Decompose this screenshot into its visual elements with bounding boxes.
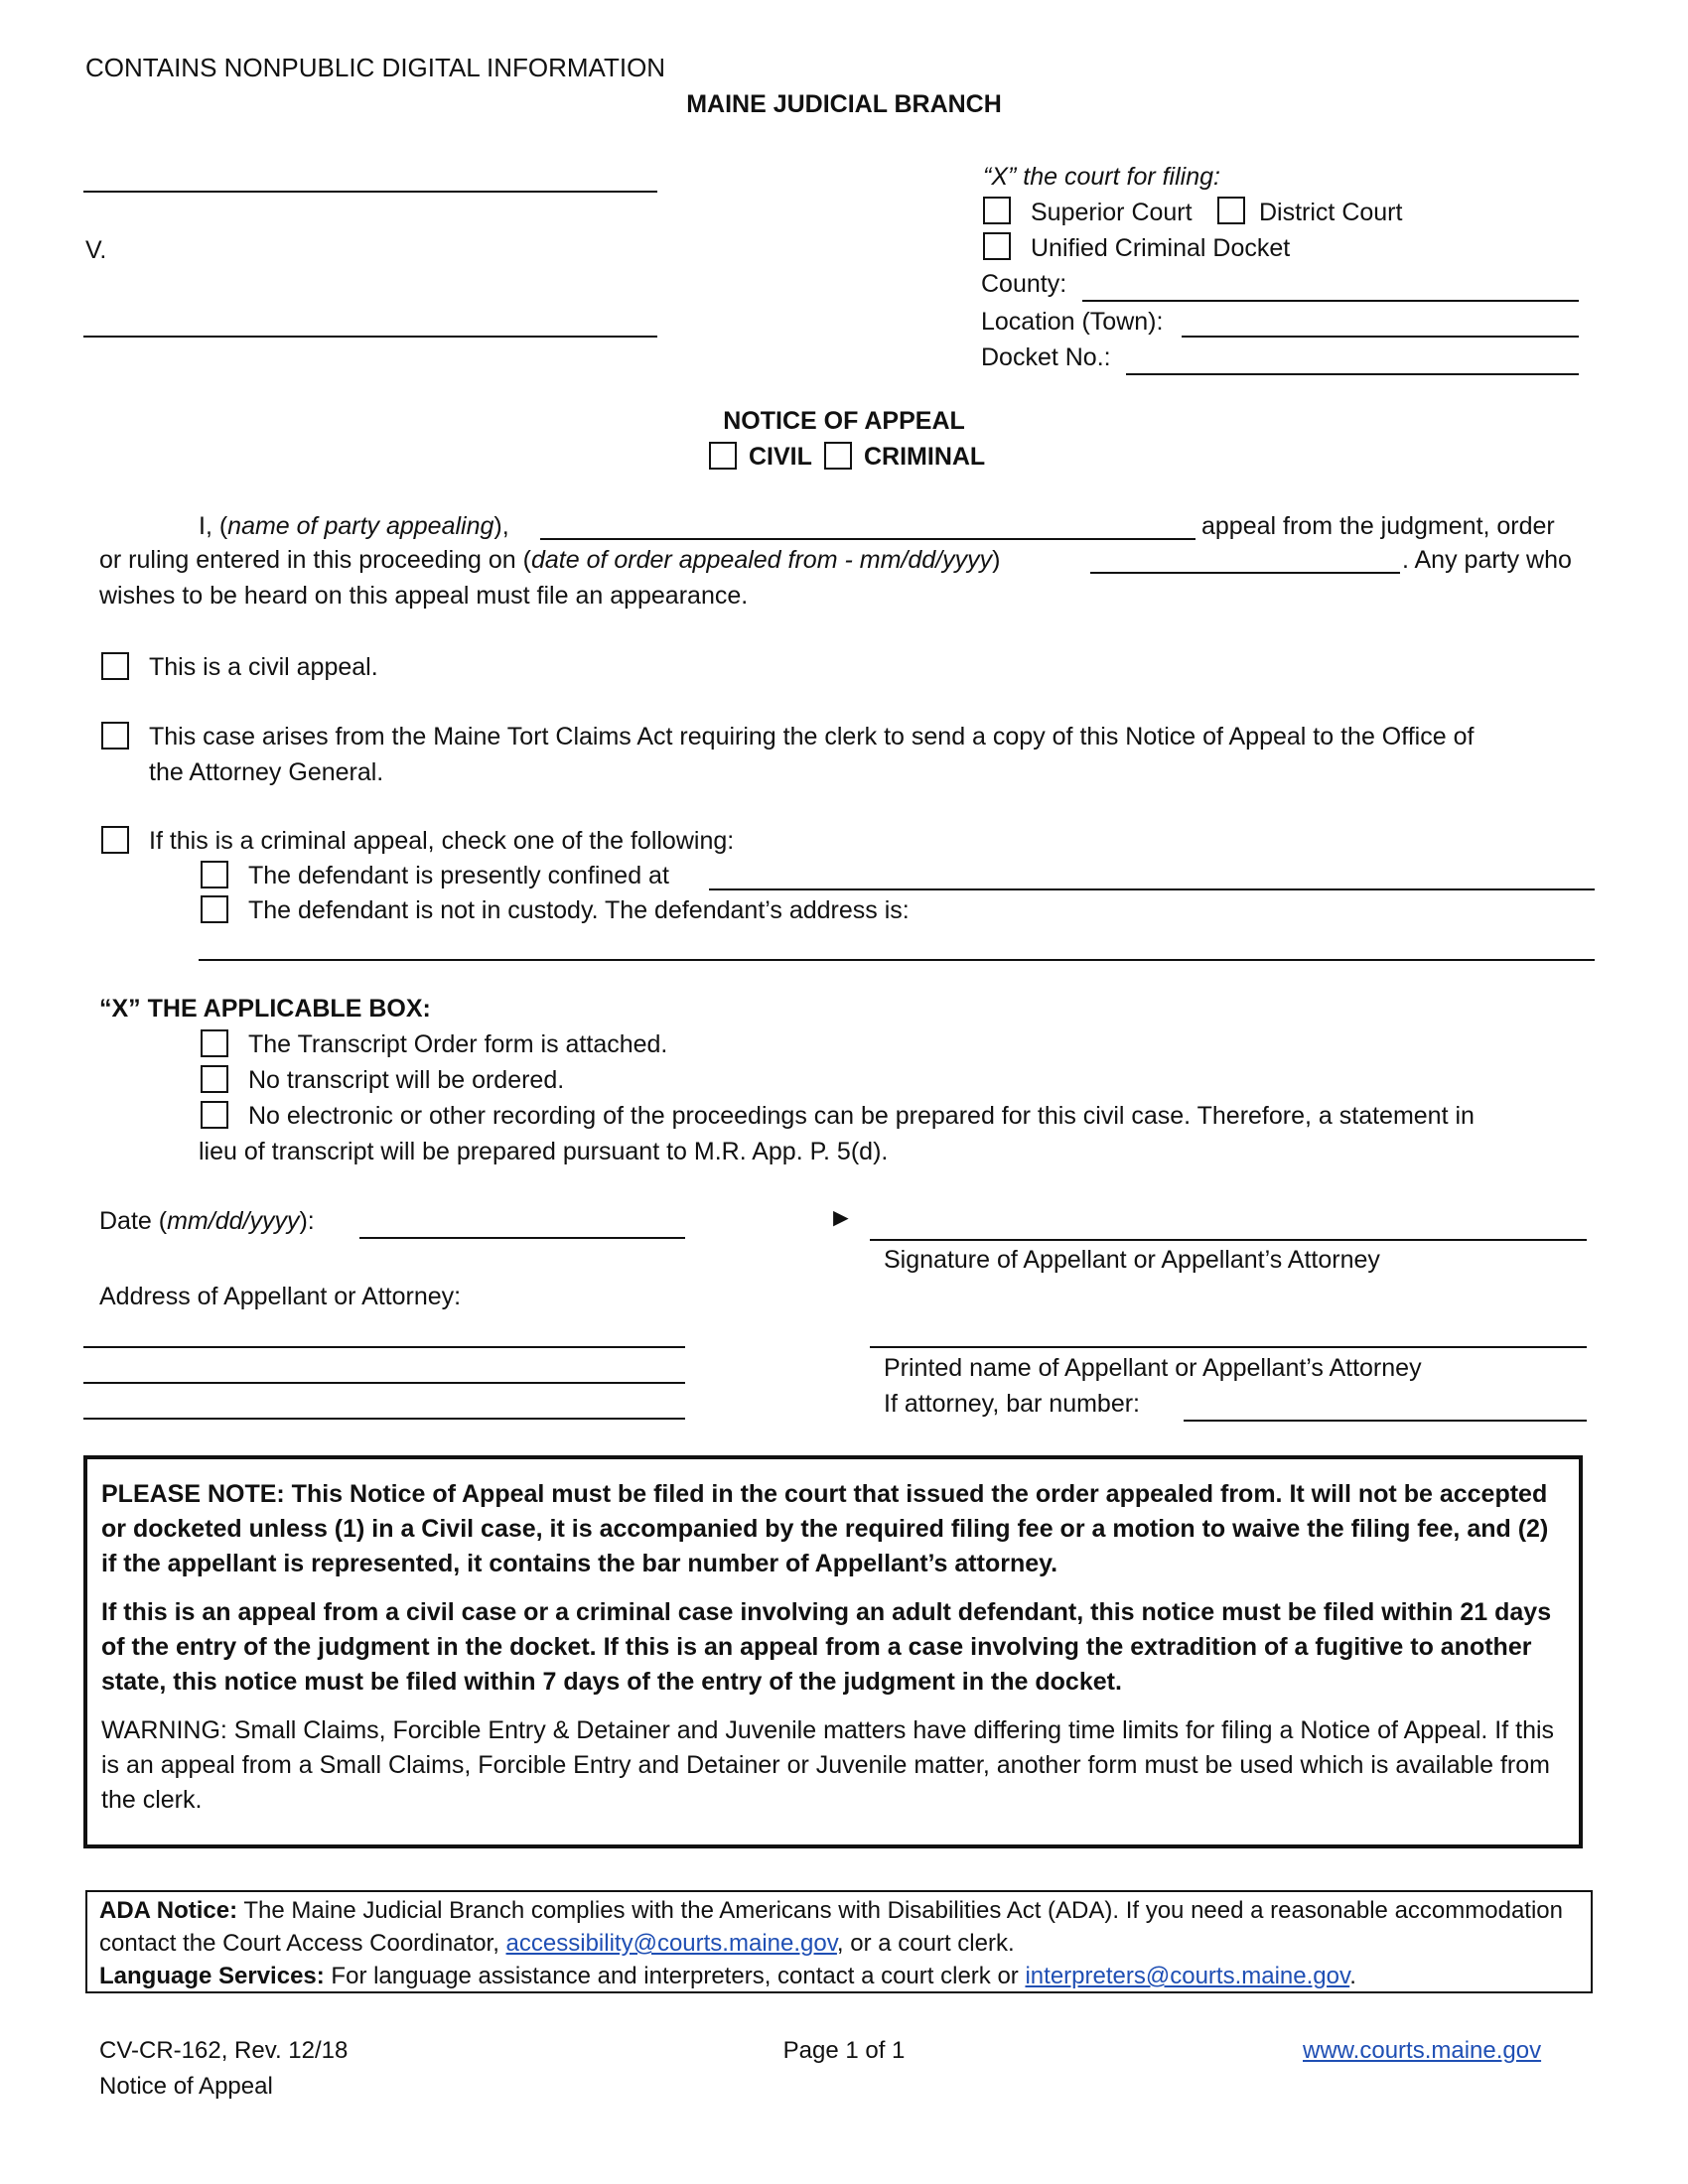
signature-field[interactable] xyxy=(870,1239,1587,1241)
date-label: Date (mm/dd/yyyy): xyxy=(99,1207,315,1235)
address-field-1[interactable] xyxy=(83,1346,685,1348)
language-services: Language Services: For language assistance and interpreters, contact a court clerk or interpreters@courts.maine.gov. xyxy=(99,1963,1356,1989)
unified-docket-label: Unified Criminal Docket xyxy=(1031,234,1291,262)
superior-court-label: Superior Court xyxy=(1031,199,1193,226)
superior-court-checkbox[interactable] xyxy=(983,197,1011,224)
transcript-attached-checkbox[interactable] xyxy=(201,1029,228,1057)
civil-appeal-label: This is a civil appeal. xyxy=(149,653,378,681)
docket-label: Docket No.: xyxy=(981,343,1111,371)
ada-notice-box xyxy=(85,1890,1593,1993)
not-custody-label: The defendant is not in custody. The defendant’s address is: xyxy=(248,896,910,924)
statement-line-2: or ruling entered in this proceeding on (date of order appealed from - mm/dd/yyyy) xyxy=(99,546,1001,574)
signature-label: Signature of Appellant or Appellant’s Attorney xyxy=(884,1246,1380,1274)
statement-line-1: I, (name of party appealing), xyxy=(199,512,509,540)
nonpublic-banner: CONTAINS NONPUBLIC DIGITAL INFORMATION xyxy=(85,53,666,82)
appellant-name-field[interactable] xyxy=(540,538,1196,540)
plaintiff-line[interactable] xyxy=(83,191,657,193)
location-field[interactable] xyxy=(1182,336,1579,338)
no-recording-checkbox[interactable] xyxy=(201,1101,228,1129)
district-court-label: District Court xyxy=(1259,199,1403,226)
transcript-attached-label: The Transcript Order form is attached. xyxy=(248,1030,668,1058)
civil-label: CIVIL xyxy=(749,443,812,471)
website-link[interactable]: www.courts.maine.gov xyxy=(1303,2037,1542,2064)
court-branch-title: MAINE JUDICIAL BRANCH xyxy=(686,90,1002,118)
deadline-paragraph: If this is an appeal from a civil case or a criminal case involving an adult defendant, this notice must be filed within 21 days of the entry of the judgment in the docket. If this is an appeal from a case involving the extradition of a fugitive to another state, this notice must be filed within 7 days of the entry of the judgment in the docket. xyxy=(101,1598,1552,1696)
location-label: Location (Town): xyxy=(981,308,1164,336)
not-custody-checkbox[interactable] xyxy=(201,895,228,923)
civil-appeal-checkbox[interactable] xyxy=(101,652,129,680)
accessibility-email-link[interactable]: accessibility@courts.maine.gov xyxy=(505,1930,837,1957)
tort-claims-label: This case arises from the Maine Tort Claims Act requiring the clerk to send a copy of this Notice of Appeal to the Office of xyxy=(149,723,1475,751)
civil-checkbox[interactable] xyxy=(709,442,737,470)
criminal-label: CRIMINAL xyxy=(864,443,986,471)
address-label: Address of Appellant or Attorney: xyxy=(99,1283,462,1310)
criminal-appeal-checkbox[interactable] xyxy=(101,826,129,854)
notice-of-appeal-title: NOTICE OF APPEAL xyxy=(723,407,965,435)
warning-paragraph: WARNING: Small Claims, Forcible Entry & Detainer and Juvenile matters have differing time limits for filing a Notice of Appeal. If this is an appeal from a Small Claims, Forcible Entry and Detainer or Juvenile matter, another form must be used which is available from the clerk. xyxy=(101,1716,1555,1814)
defendant-line[interactable] xyxy=(83,336,657,338)
bar-number-label: If attorney, bar number: xyxy=(884,1390,1140,1418)
any-party-text: . Any party who xyxy=(1402,546,1572,574)
criminal-appeal-label: If this is a criminal appeal, check one of the following: xyxy=(149,827,735,855)
district-court-checkbox[interactable] xyxy=(1217,197,1245,224)
bar-number-field[interactable] xyxy=(1184,1420,1587,1422)
order-date-field[interactable] xyxy=(1090,572,1400,574)
printed-name-field[interactable] xyxy=(870,1346,1587,1348)
applicable-box-heading: “X” THE APPLICABLE BOX: xyxy=(99,995,431,1023)
no-transcript-label: No transcript will be ordered. xyxy=(248,1066,565,1094)
address-field-2[interactable] xyxy=(83,1382,685,1384)
unified-docket-checkbox[interactable] xyxy=(983,232,1011,260)
appeal-from-text: appeal from the judgment, order xyxy=(1201,512,1555,540)
form-name: Notice of Appeal xyxy=(99,2073,273,2100)
tort-claims-checkbox[interactable] xyxy=(101,722,129,750)
criminal-checkbox[interactable] xyxy=(824,442,852,470)
address-field-3[interactable] xyxy=(83,1418,685,1420)
confined-checkbox[interactable] xyxy=(201,861,228,888)
please-note-paragraph: PLEASE NOTE: This Notice of Appeal must be filed in the court that issued the order appealed from. It will not be accepted or docketed unless (1) in a Civil case, it is accompanied by the required filing fee or a motion to waive the filing fee, and (2) if the appellant is represented, it contains the bar number of Appellant’s attorney. xyxy=(101,1480,1549,1577)
please-note-box xyxy=(83,1455,1583,1848)
defendant-address-field[interactable] xyxy=(199,959,1595,961)
no-recording-label-cont: lieu of transcript will be prepared pursuant to M.R. App. P. 5(d). xyxy=(199,1138,889,1165)
tort-claims-label-cont: the Attorney General. xyxy=(149,758,384,786)
interpreters-email-link[interactable]: interpreters@courts.maine.gov xyxy=(1025,1963,1350,1989)
printed-name-label: Printed name of Appellant or Appellant’s Attorney xyxy=(884,1354,1422,1382)
sign-here-arrow-icon: ► xyxy=(828,1202,854,1232)
county-field[interactable] xyxy=(1082,300,1579,302)
statement-line-3: wishes to be heard on this appeal must file an appearance. xyxy=(99,582,749,610)
confined-label: The defendant is presently confined at xyxy=(248,862,669,889)
court-instruction: “X” the court for filing: xyxy=(983,163,1220,191)
ada-notice: ADA Notice: The Maine Judicial Branch complies with the Americans with Disabilities Act (ADA). If you need a reasonable accommodation contact the Court Access Coordinator, accessibility@courts.maine.gov, or a court clerk. xyxy=(99,1897,1563,1957)
confined-location-field[interactable] xyxy=(709,888,1595,890)
date-field[interactable] xyxy=(359,1237,685,1239)
county-label: County: xyxy=(981,270,1067,298)
no-transcript-checkbox[interactable] xyxy=(201,1065,228,1093)
docket-field[interactable] xyxy=(1126,373,1579,375)
form-id: CV-CR-162, Rev. 12/18 xyxy=(99,2037,349,2064)
no-recording-label: No electronic or other recording of the proceedings can be prepared for this civil case. Therefore, a statement in xyxy=(248,1102,1475,1130)
page-number: Page 1 of 1 xyxy=(782,2037,906,2064)
versus-label: V. xyxy=(85,236,107,264)
